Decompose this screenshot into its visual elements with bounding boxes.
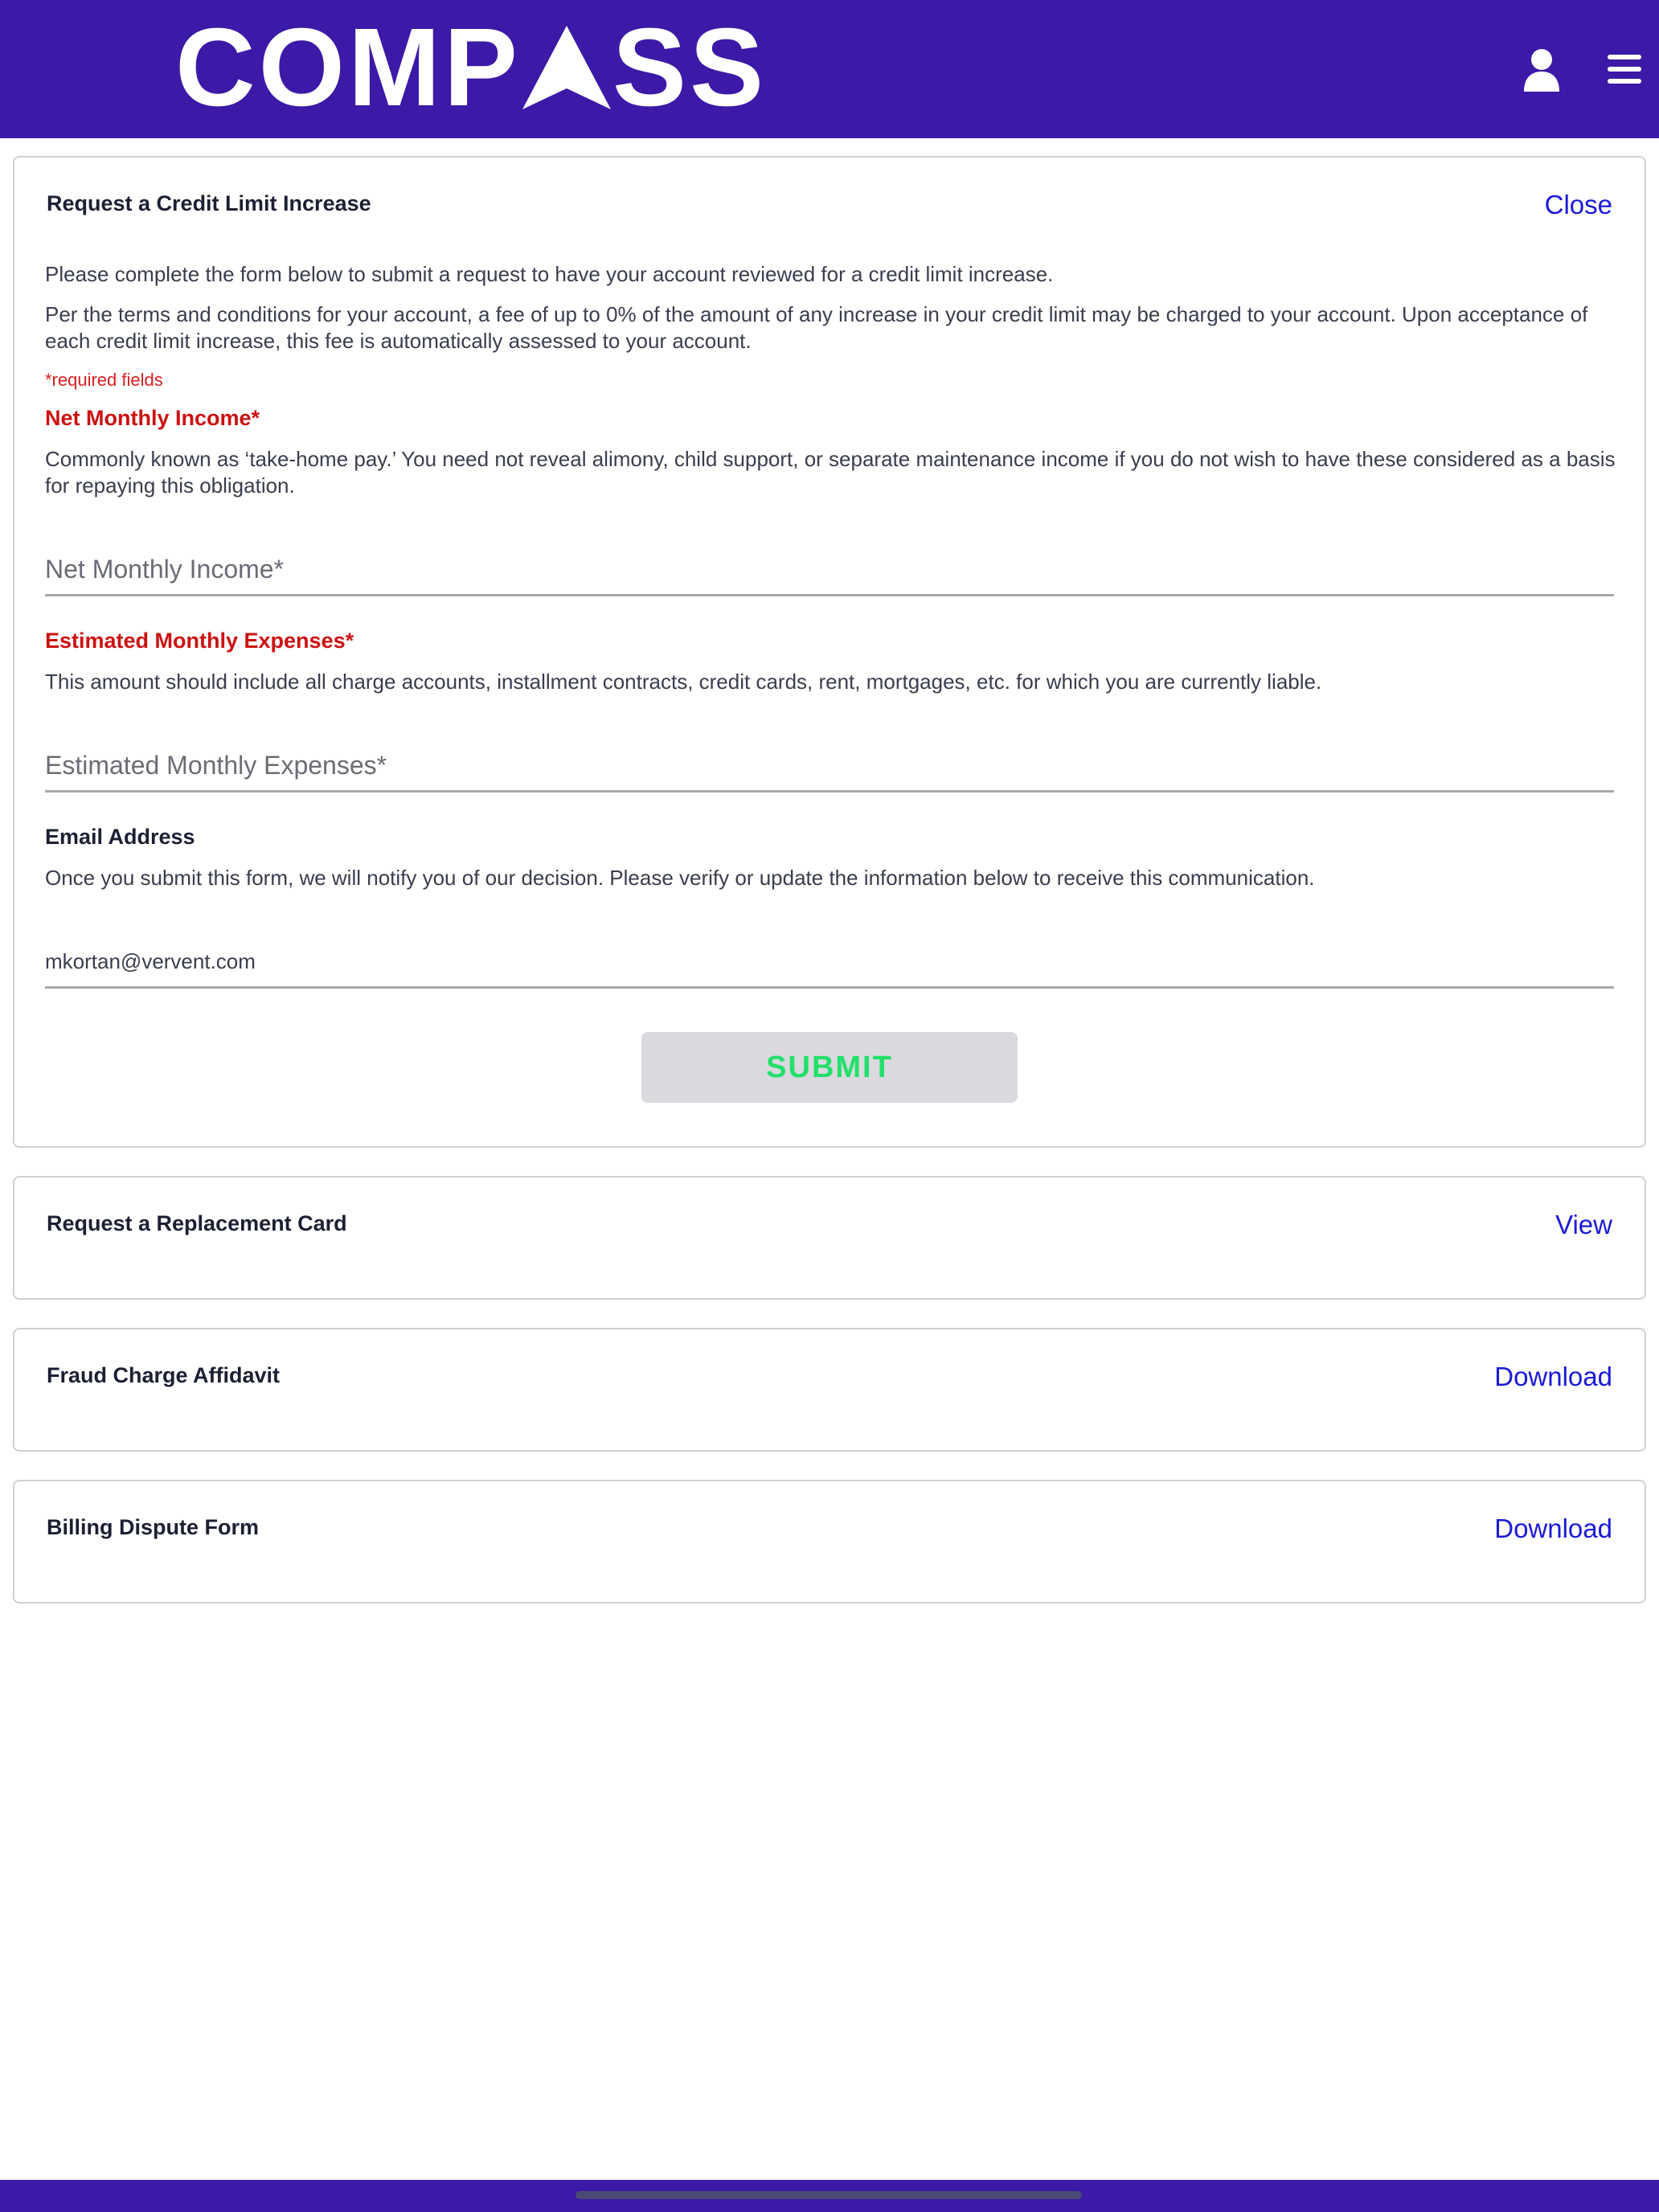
hamburger-menu-icon[interactable]: [1604, 47, 1645, 92]
email-description: Once you submit this form, we will notify you of our decision. Please verify or update the information below to receive this communication.: [45, 866, 1315, 890]
logo-text-part1: COMP: [175, 6, 521, 129]
expenses-description: This amount should include all charge accounts, installment contracts, credit cards, rent, mortgages, etc. for which you are currently liable.: [45, 670, 1322, 694]
email-label: Email Address: [45, 825, 195, 849]
app-header: [0, 0, 1659, 138]
income-description: Commonly known as ‘take-home pay.’ You need not reveal alimony, child support, or separate maintenance income if you do not wish to have these considered as a basis for repaying this obligation.: [45, 447, 1616, 498]
fraud-download-link[interactable]: Download: [1494, 1362, 1612, 1391]
compass-a-icon: [522, 26, 611, 109]
submit-button[interactable]: SUBMIT: [641, 1032, 1018, 1103]
user-icon[interactable]: [1519, 47, 1564, 92]
close-link[interactable]: Close: [1544, 190, 1612, 219]
billing-dispute-card: [13, 1480, 1646, 1604]
logo-text-part2: SS: [612, 6, 768, 129]
terms-text: Per the terms and conditions for your account, a fee of up to 0% of the amount of any increase in your credit limit may be charged to your account. Upon acceptance of each credit limit increase, this fee is automatically assessed to your account.: [45, 302, 1588, 353]
compass-logo[interactable]: [175, 6, 768, 129]
fraud-affidavit-card: [13, 1328, 1646, 1452]
billing-download-link[interactable]: Download: [1494, 1514, 1612, 1543]
required-fields-note: *required fields: [45, 370, 163, 390]
replacement-card-title: Request a Replacement Card: [47, 1211, 347, 1235]
email-input[interactable]: [45, 923, 1614, 989]
form-intro-text: Please complete the form below to submit a request to have your account reviewed for a credit limit increase.: [45, 262, 1054, 286]
home-indicator[interactable]: [576, 2191, 1082, 2199]
expenses-label: Estimated Monthly Expenses*: [45, 629, 354, 653]
estimated-monthly-expenses-input[interactable]: [45, 727, 1614, 793]
credit-limit-title: Request a Credit Limit Increase: [47, 191, 371, 215]
net-monthly-income-input[interactable]: [45, 530, 1614, 596]
replacement-card: [13, 1176, 1646, 1300]
view-link[interactable]: View: [1555, 1210, 1612, 1239]
fraud-affidavit-title: Fraud Charge Affidavit: [47, 1363, 281, 1387]
billing-dispute-title: Billing Dispute Form: [47, 1515, 260, 1539]
income-label: Net Monthly Income*: [45, 406, 260, 430]
